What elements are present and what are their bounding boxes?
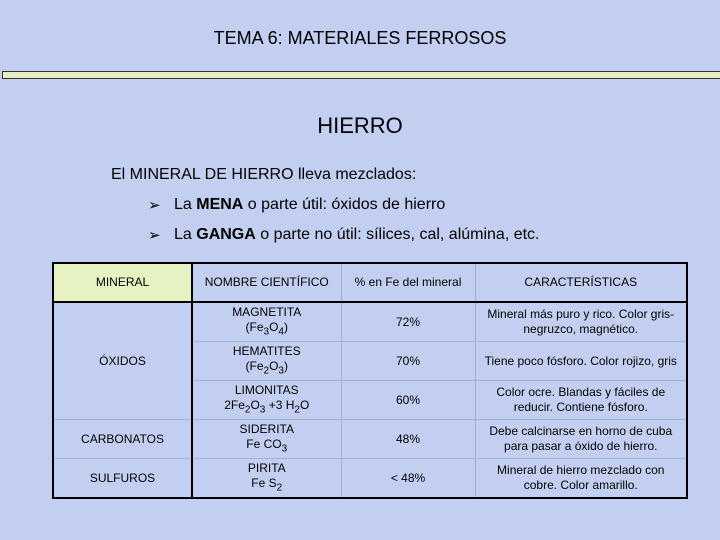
pct-cell: 70%	[341, 342, 475, 381]
slide-heading: HIERRO	[317, 113, 403, 138]
mineral-name-cell: HEMATITES $(Fe_2O_3)$	[192, 342, 341, 381]
intro-text: El MINERAL DE HIERRO lleva mezclados:	[111, 166, 417, 183]
table-row	[53, 420, 687, 459]
desc-cell: Mineral de hierro mezclado con cobre. Color amarillo.	[475, 459, 687, 499]
title-divider	[2, 71, 720, 79]
slide-title: TEMA 6: MATERIALES FERROSOS	[213, 28, 507, 48]
group-cell: CARBONATOS	[53, 420, 192, 459]
header-pct: % en Fe del mineral	[341, 263, 475, 302]
bullet-text: La MENA o parte útil: óxidos de hierro	[174, 196, 446, 213]
desc-cell: Debe calcinarse en horno de cuba para pasar a óxido de hierro.	[475, 420, 687, 459]
group-cell: ÓXIDOS	[53, 302, 192, 420]
pct-cell: 60%	[341, 381, 475, 420]
arrow-bullet-icon: ➢	[148, 227, 161, 244]
header-nombre: NOMBRE CIENTÍFICO	[192, 263, 341, 302]
desc-cell: Color ocre. Blandas y fáciles de reducir. Contiene fósforo.	[475, 381, 687, 420]
chemical-formula: $2Fe_2O_3 +3$ $H_2O$	[224, 397, 310, 416]
mineral-name-cell: LIMONITAS $2Fe_2O_3 +3$ $H_2O$	[192, 381, 341, 420]
minerals-table	[52, 262, 688, 499]
table-header-row	[53, 263, 687, 302]
chemical-formula: $(Fe_2O_3)$	[245, 358, 288, 377]
pct-cell: 72%	[341, 302, 475, 342]
table-row	[53, 302, 687, 342]
bullet-mena	[148, 196, 445, 214]
group-cell: SULFUROS	[53, 459, 192, 499]
arrow-bullet-icon: ➢	[148, 197, 161, 214]
mineral-name-cell: SIDERITA Fe $CO_3$	[192, 420, 341, 459]
desc-cell: Tiene poco fósforo. Color rojizo, gris	[475, 342, 687, 381]
chemical-formula: Fe $CO_3$	[246, 436, 288, 455]
pct-cell: < 48%	[341, 459, 475, 499]
header-mineral: MINERAL	[53, 263, 192, 302]
pct-cell: 48%	[341, 420, 475, 459]
bullet-text: La GANGA o parte no útil: sílices, cal, alúmina, etc.	[174, 226, 540, 243]
mineral-name-cell: MAGNETITA $(Fe_3O_4)$	[192, 302, 341, 342]
chemical-formula: Fe $S_2$	[251, 475, 283, 494]
chemical-formula: $(Fe_3O_4)$	[245, 319, 288, 338]
table-row	[53, 459, 687, 499]
header-caracteristicas: CARACTERÍSTICAS	[475, 263, 687, 302]
bullet-ganga	[148, 226, 540, 244]
desc-cell: Mineral más puro y rico. Color gris-negruzco, magnético.	[475, 302, 687, 342]
mineral-name-cell: PIRITA Fe $S_2$	[192, 459, 341, 499]
